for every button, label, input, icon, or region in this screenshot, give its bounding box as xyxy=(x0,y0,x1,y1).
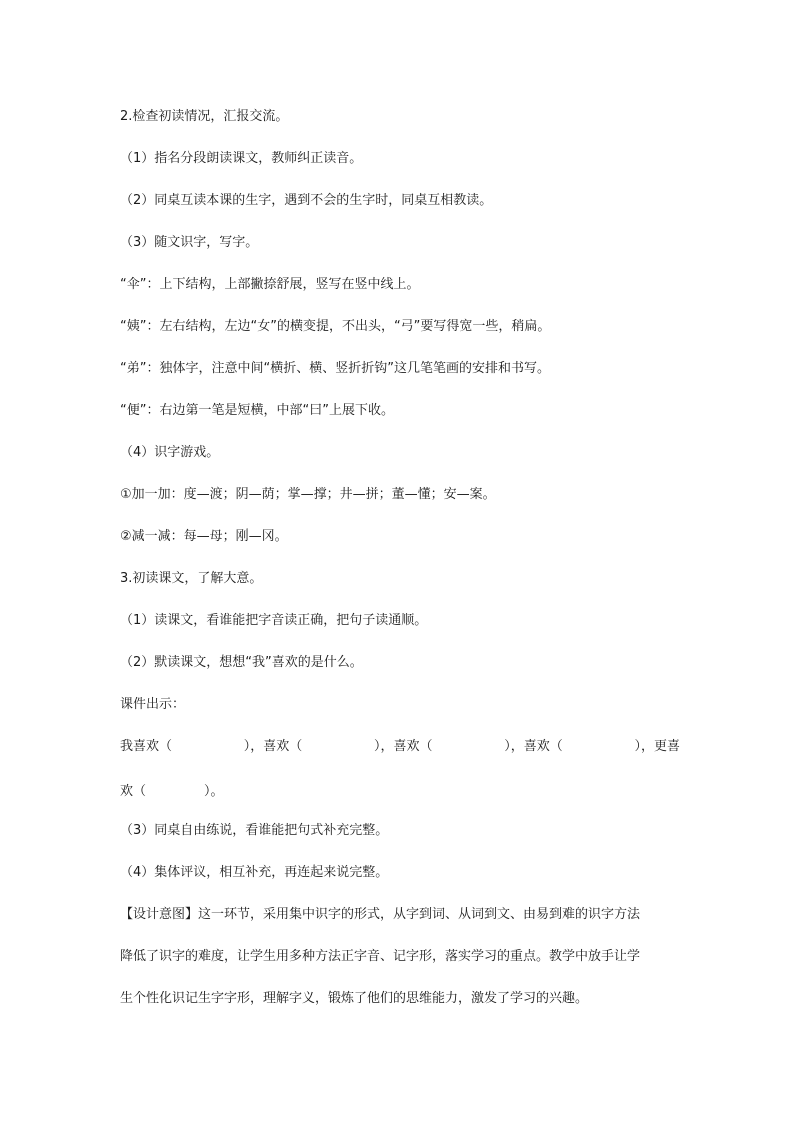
section-3-heading: 3.初读课文，了解大意。 xyxy=(120,571,263,586)
char-note-di: “弟”：独体字，注意中间“横折、横、竖折折钩”这几笔笔画的安排和书写。 xyxy=(120,361,550,376)
fill-part-3: ），喜欢（ xyxy=(373,739,433,754)
courseware-label: 课件出示： xyxy=(120,697,186,712)
section-3-item-4: （4）集体评议，相互补充，再连起来说完整。 xyxy=(120,865,389,880)
design-intent-line-2: 降低了识字的难度，让学生用多种方法正字音、记字形，落实学习的重点。教学中放手让学 xyxy=(120,949,641,964)
fill-part-7: ）。 xyxy=(204,784,224,799)
section-3-item-1: （1）读课文，看谁能把字音读正确，把句子读通顺。 xyxy=(120,613,428,628)
fill-part-2: ），喜欢（ xyxy=(243,739,303,754)
blank-3 xyxy=(440,738,496,756)
section-2-item-1: （1）指名分段朗读课文，教师纠正读音。 xyxy=(120,151,363,166)
blank-1 xyxy=(180,738,236,756)
design-intent-line-3: 生个性化识记生字字形，理解字义，锻炼了他们的思维能力，激发了学习的兴趣。 xyxy=(120,991,589,1006)
fill-sentence-line-2 xyxy=(120,780,680,799)
section-3-item-2: （2）默读课文，想想“我”喜欢的是什么。 xyxy=(120,655,363,670)
fill-part-4: ），喜欢（ xyxy=(504,739,563,754)
char-note-bian: “便”：右边第一笔是短横，中部“曰”上展下收。 xyxy=(120,403,394,418)
game-add: ①加一加：度—渡；阴—荫；掌—撑；井—拼；董—懂；安—案。 xyxy=(120,487,496,502)
blank-2 xyxy=(310,738,366,756)
section-2-item-3: （3）随文识字，写字。 xyxy=(120,235,259,250)
fill-sentence-line-1 xyxy=(120,738,680,756)
section-2-item-2: （2）同桌互读本课的生字，遇到不会的生字时，同桌互相教读。 xyxy=(120,193,493,208)
design-intent-line-1: 【设计意图】这一环节，采用集中识字的形式，从字到词、从词到文、由易到难的识字方法 xyxy=(120,907,641,922)
fill-part-5: ），更喜 xyxy=(634,739,680,754)
fill-part-1: 我喜欢（ xyxy=(120,739,173,754)
fill-part-6: 欢（ xyxy=(120,784,147,799)
section-2-heading: 2.检查初读情况，汇报交流。 xyxy=(120,109,289,124)
section-3-item-3: （3）同桌自由练说，看谁能把句式补充完整。 xyxy=(120,823,389,838)
game-title: （4）识字游戏。 xyxy=(120,445,220,460)
game-subtract: ②减一减：每—母；刚—冈。 xyxy=(120,529,288,544)
char-note-yi: “姨”：左右结构，左边“女”的横变提，不出头，“弓”要写得宽一些，稍扁。 xyxy=(120,319,551,334)
char-note-san: “伞”：上下结构，上部撇捺舒展，竖写在竖中线上。 xyxy=(120,277,420,292)
blank-4 xyxy=(571,738,627,756)
